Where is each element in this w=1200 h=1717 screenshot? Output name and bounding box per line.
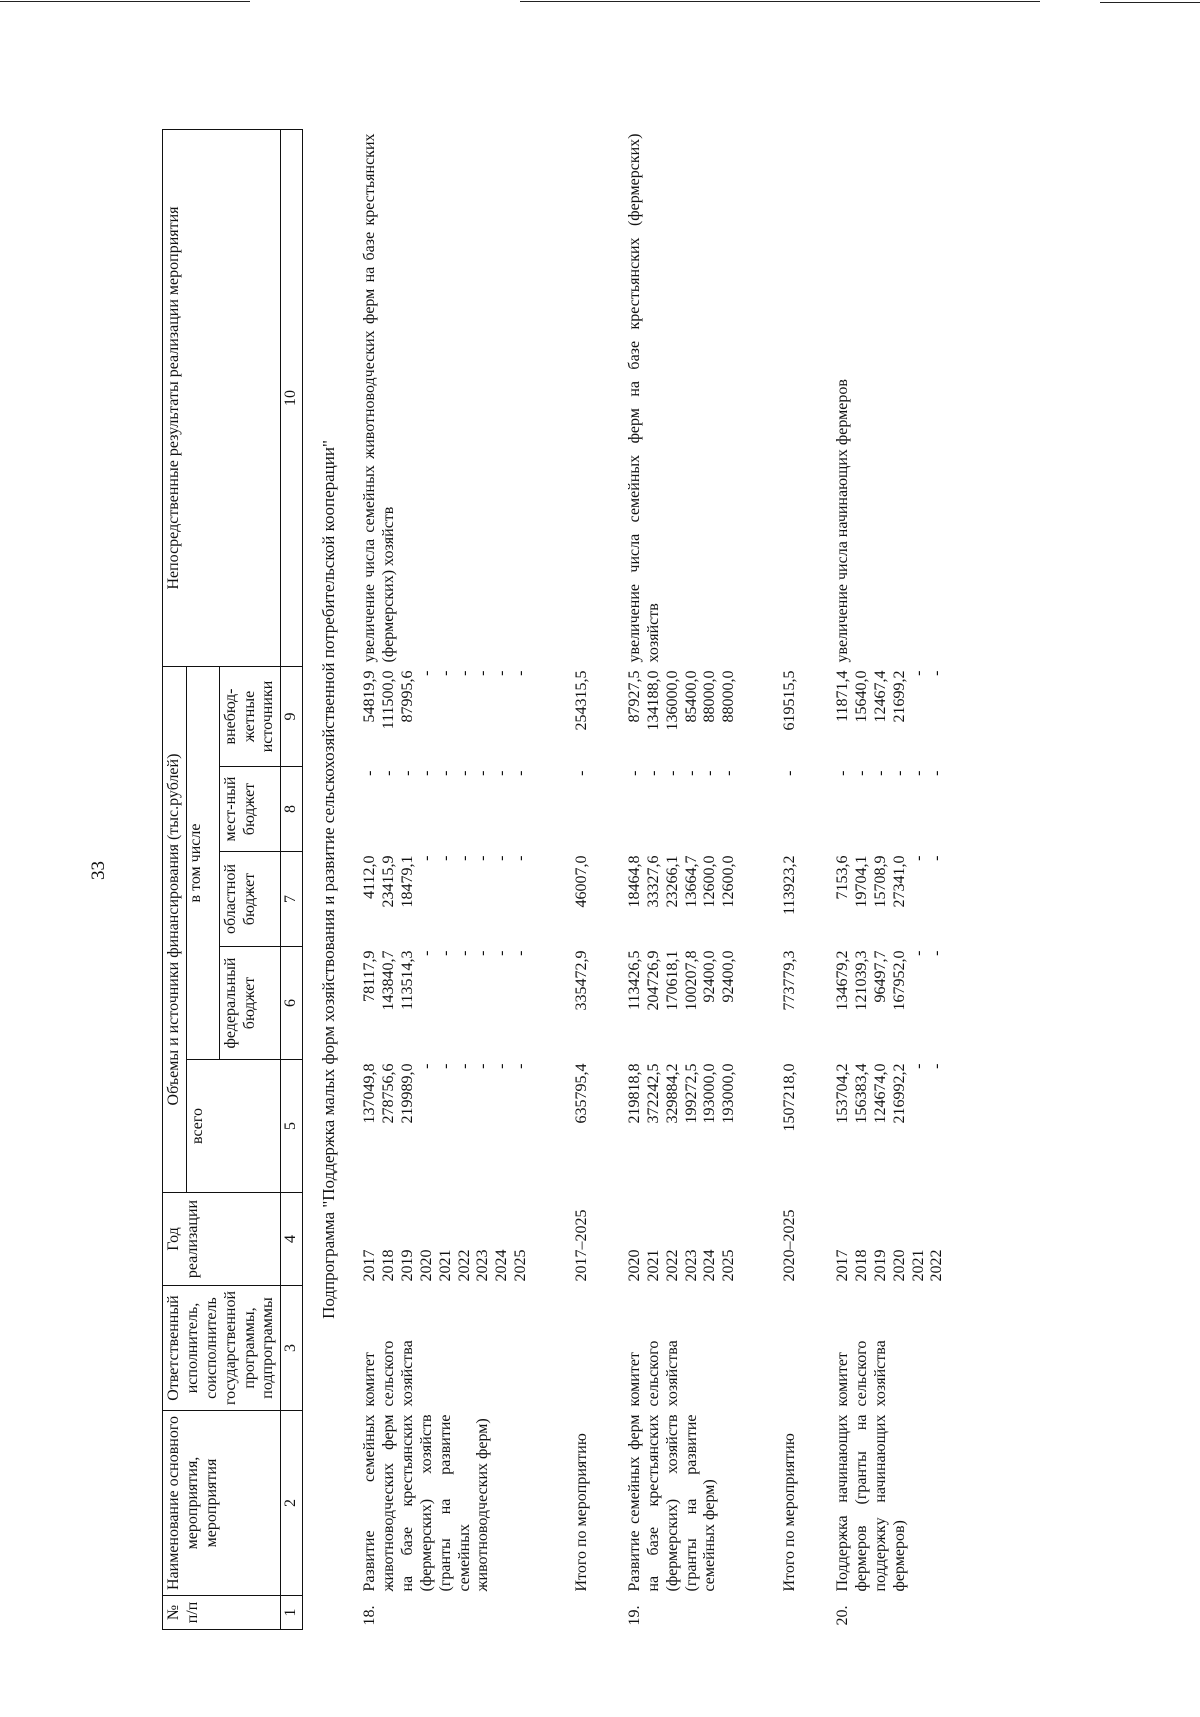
total-years: 2017–2025: [573, 1209, 591, 1282]
header-total: всего: [186, 1060, 280, 1193]
regional-values: 18464,8 33327,6 23266,1 13664,7 12600,0 12600,0: [625, 855, 738, 908]
total-federal: 335472,9: [573, 950, 591, 1011]
local-values: - - - - - -: [834, 770, 946, 776]
total-sum: 635795,4: [573, 1063, 591, 1124]
header-offbudget: внебюд-жетные источники: [219, 666, 281, 766]
activity-name: Развитие семейных животноводческих ферм на базе крестьянских (фермерских) хозяйств (гранты на развитие семейных животноводческих ферм): [361, 1414, 492, 1592]
total-local: -: [781, 770, 799, 776]
scan-edge-line: [1100, 2, 1200, 3]
local-values: - - - - - - - - -: [361, 770, 530, 776]
offbudget-values: 54819,9 111500,0 87995,6 - - - - - -: [361, 670, 530, 730]
total-row: [779, 129, 834, 1629]
years-list: 2020 2021 2022 2023 2024 2025: [625, 1249, 738, 1282]
column-number: 5: [281, 1060, 303, 1193]
total-offbudget: 254315,5: [573, 670, 591, 731]
activity-name: Развитие семейных ферм на базе крестьянских (фермерских) хозяйств (гранты на развитие семейных ферм): [625, 1414, 719, 1592]
header-number: № п/п: [163, 1596, 281, 1630]
column-number: 9: [281, 666, 303, 766]
total-values: 219818,8 372242,5 329884,2 199272,5 193000,0 193000,0: [625, 1063, 738, 1124]
executor: комитет сельского хозяйства: [625, 1340, 681, 1407]
regional-values: 4112,0 23415,9 18479,1 - - - - - -: [361, 855, 530, 908]
executor: комитет сельского хозяйства: [361, 1340, 416, 1407]
column-number: 2: [281, 1411, 303, 1596]
column-number: 7: [281, 852, 303, 947]
total-federal: 773779,3: [781, 950, 799, 1011]
header-regional: областной бюджет: [219, 852, 281, 947]
row-number: 19.: [625, 1605, 643, 1626]
result-text: увеличение числа начинающих фермеров: [834, 379, 852, 663]
header-funding-group: Объемы и источники финансирования (тыс.рублей): [163, 666, 187, 1192]
result-text: увеличение числа семейных ферм на базе крестьянских (фермерских) хозяйств: [625, 133, 662, 663]
scan-edge-line: [520, 1, 1040, 2]
result-text: увеличение числа семейных животноводческих ферм на базе крестьянских (фермерских) хозяйств: [361, 133, 398, 663]
column-number: 6: [281, 947, 303, 1060]
executor: комитет сельского хозяйства: [834, 1340, 889, 1407]
header-in-that: в том числе: [186, 666, 219, 1059]
total-local: -: [573, 770, 591, 776]
federal-values: 78117,9 143840,7 113514,3 - - - - - -: [361, 950, 530, 1011]
header-executor: Ответственный исполнитель, соисполнитель государственной программы, подпрограммы: [163, 1286, 281, 1411]
total-regional: 46007,0: [573, 855, 591, 908]
local-values: - - - - - -: [625, 770, 738, 776]
total-regional: 113923,2: [781, 855, 799, 915]
header-activity-name: Наименование основного мероприятия, мероприятия: [163, 1411, 281, 1596]
offbudget-values: 87927,5 134188,0 136000,0 85400,0 88000,0 88000,0: [625, 670, 738, 731]
row-number: 18.: [361, 1605, 379, 1626]
regional-values: 7153,6 19704,1 15708,9 27341,0 - -: [834, 855, 946, 908]
total-values: 137049,8 278756,6 219989,0 - - - - - -: [361, 1063, 530, 1124]
table-row: [626, 129, 739, 1629]
header-year: Год реализации: [163, 1193, 281, 1286]
header-local: мест-ный бюджет: [219, 767, 281, 852]
total-offbudget: 619515,5: [781, 670, 799, 731]
table-row: [834, 129, 947, 1629]
offbudget-values: 11871,4 15640,0 12467,4 21699,2 - -: [834, 670, 946, 723]
total-row: [571, 129, 626, 1629]
header-results: Непосредственные результаты реализации мероприятия: [163, 129, 281, 666]
federal-values: 134679,2 121039,3 96497,7 167952,0 - -: [834, 950, 946, 1011]
total-values: 153704,2 156383,4 124674,0 216992,2 - -: [834, 1063, 946, 1124]
row-number: 20.: [834, 1605, 852, 1626]
column-number: 4: [281, 1193, 303, 1286]
total-sum: 1507218,0: [781, 1063, 799, 1132]
total-label: Итого по мероприятию: [781, 1433, 799, 1592]
rotated-page-content: [162, 130, 1162, 1630]
scan-edge-line: [0, 1, 250, 2]
program-table: [162, 129, 947, 1630]
column-number: 3: [281, 1286, 303, 1411]
years-list: 2017 2018 2019 2020 2021 2022 2023 2024 2025: [361, 1249, 530, 1282]
column-number: 10: [281, 129, 303, 666]
header-federal: федеральный бюджет: [219, 947, 281, 1060]
years-list: 2017 2018 2019 2020 2021 2022: [834, 1249, 946, 1282]
total-label: Итого по мероприятию: [573, 1433, 591, 1592]
page-number: 33: [88, 861, 109, 880]
activity-name: Поддержка начинающих фермеров (гранты на поддержку начинающих фермеров): [834, 1414, 908, 1592]
column-number: 8: [281, 767, 303, 852]
column-number: 1: [281, 1596, 303, 1630]
subprogram-title: Подпрограмма "Поддержка малых форм хозяйствования и развитие сельскохозяйственной потребительской кооперации": [319, 440, 339, 1319]
federal-values: 113426,5 204726,9 170618,1 100207,8 92400,0 92400,0: [625, 950, 738, 1011]
table-row: [361, 129, 531, 1629]
total-years: 2020–2025: [781, 1209, 799, 1282]
